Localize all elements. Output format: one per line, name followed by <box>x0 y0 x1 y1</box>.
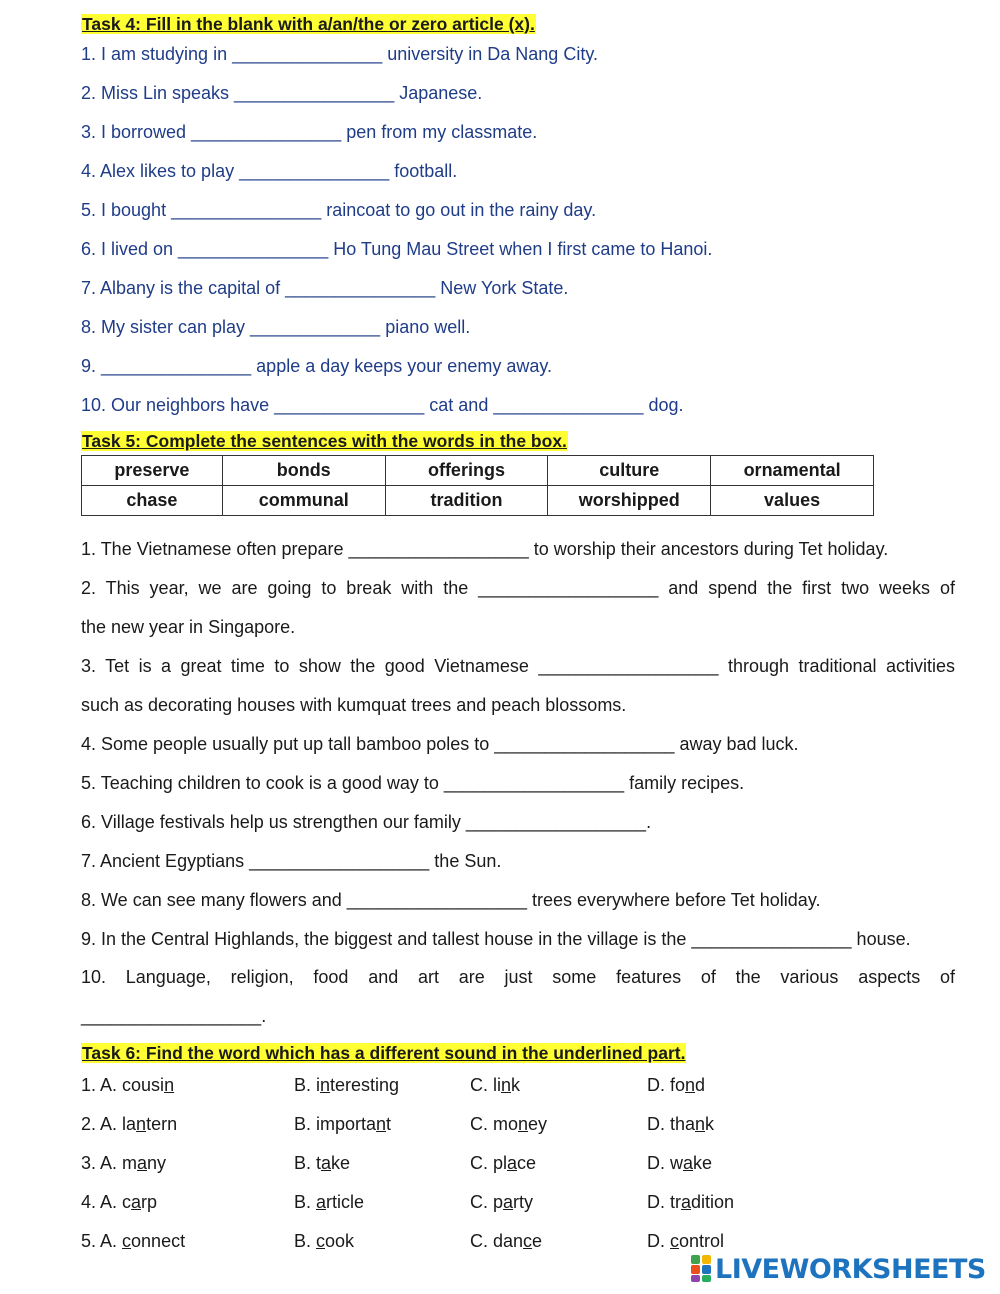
word-box-cell: tradition <box>385 486 548 516</box>
task4-item: 4. Alex likes to play _______________ football. <box>81 161 458 181</box>
task5-line: __________________. <box>81 1006 267 1026</box>
option-text-before: B. importa <box>294 1114 377 1134</box>
task5-line: 7. Ancient Egyptians __________________ the Sun. <box>81 851 502 871</box>
option-text-before: 3. A. m <box>81 1153 138 1173</box>
task4-heading: Task 4: Fill in the blank with a/an/the or zero article (x). <box>82 14 535 34</box>
task6-option <box>81 1113 177 1135</box>
word-box-row <box>82 456 874 486</box>
underlined-letter: n <box>376 1114 387 1134</box>
task5-line: 3. Tet is a great time to show the good Vietnamese __________________ through traditional activities <box>81 656 955 676</box>
underlined-letter: n <box>685 1075 696 1095</box>
option-text-after: dition <box>691 1192 735 1212</box>
task6-option <box>470 1191 533 1213</box>
underlined-letter: n <box>695 1114 706 1134</box>
option-text-before: D. fo <box>647 1075 686 1095</box>
task5-line: 9. In the Central Highlands, the biggest and tallest house in the village is the ________________ house. <box>81 929 911 949</box>
task5-line: 2. This year, we are going to break with the __________________ and spend the first two weeks of <box>81 578 955 598</box>
task5-line: 4. Some people usually put up tall bamboo poles to __________________ away bad luck. <box>81 734 799 754</box>
task6-option <box>470 1152 536 1174</box>
task5-line: such as decorating houses with kumquat trees and peach blossoms. <box>81 695 627 715</box>
option-text-before: B. <box>294 1192 317 1212</box>
task5-line: 6. Village festivals help us strengthen our family __________________. <box>81 812 652 832</box>
underlined-letter: a <box>131 1192 142 1212</box>
option-text-before: B. i <box>294 1075 321 1095</box>
underlined-letter: n <box>320 1075 331 1095</box>
word-box-row <box>82 486 874 516</box>
option-text-before: D. <box>647 1231 671 1251</box>
task4-item: 5. I bought _______________ raincoat to go out in the rainy day. <box>81 200 597 220</box>
task6-option <box>294 1230 354 1252</box>
task6-option <box>647 1230 724 1252</box>
underlined-letter: n <box>136 1114 147 1134</box>
underlined-letter: n <box>501 1075 512 1095</box>
option-text-after: d <box>695 1075 706 1095</box>
underlined-letter: a <box>316 1192 327 1212</box>
underlined-letter: a <box>681 1192 692 1212</box>
task5-line: 1. The Vietnamese often prepare __________________ to worship their ancestors during Tet holiday. <box>81 539 889 559</box>
option-text-before: C. dan <box>470 1231 524 1251</box>
word-box-cell: communal <box>222 486 385 516</box>
task6-option <box>294 1113 391 1135</box>
underlined-letter: a <box>137 1153 148 1173</box>
word-box-cell: culture <box>548 456 711 486</box>
option-text-before: C. pl <box>470 1153 508 1173</box>
option-text-before: 1. A. cousi <box>81 1075 165 1095</box>
task6-option <box>470 1113 547 1135</box>
task5-line: 10. Language, religion, food and art are just some features of the various aspects of <box>81 967 955 987</box>
task6-option <box>294 1074 399 1096</box>
task6-option <box>81 1191 157 1213</box>
word-box-cell: chase <box>82 486 223 516</box>
option-text-before: B. <box>294 1231 317 1251</box>
task5-line: 8. We can see many flowers and __________________ trees everywhere before Tet holiday. <box>81 890 821 910</box>
option-text-after: ontrol <box>679 1231 725 1251</box>
option-text-after: ook <box>325 1231 355 1251</box>
option-text-after: ey <box>528 1114 548 1134</box>
word-box-cell: preserve <box>82 456 223 486</box>
option-text-before: C. p <box>470 1192 504 1212</box>
option-text-before: C. mo <box>470 1114 519 1134</box>
task6-option <box>81 1074 174 1096</box>
option-text-after: rticle <box>326 1192 365 1212</box>
underlined-letter: c <box>122 1231 132 1251</box>
option-text-before: D. tr <box>647 1192 681 1212</box>
underlined-letter: c <box>670 1231 680 1251</box>
task4-item: 7. Albany is the capital of _______________ New York State. <box>81 278 569 298</box>
option-text-after: onnect <box>131 1231 186 1251</box>
option-text-before: 2. A. la <box>81 1114 137 1134</box>
option-text-before: 4. A. c <box>81 1192 132 1212</box>
underlined-letter: a <box>503 1192 514 1212</box>
option-text-after: tern <box>146 1114 178 1134</box>
task4-item: 1. I am studying in _______________ university in Da Nang City. <box>81 44 598 64</box>
word-box-cell: worshipped <box>548 486 711 516</box>
underlined-letter: n <box>518 1114 529 1134</box>
task4-item: 8. My sister can play _____________ piano well. <box>81 317 471 337</box>
logo-blocks-icon <box>691 1255 713 1283</box>
option-text-before: D. w <box>647 1153 683 1173</box>
option-text-before: 5. A. <box>81 1231 123 1251</box>
option-text-after: rp <box>141 1192 158 1212</box>
task5-heading: Task 5: Complete the sentences with the words in the box. <box>82 431 567 451</box>
word-box <box>81 455 874 516</box>
option-text-after: ke <box>331 1153 351 1173</box>
option-text-after: e <box>532 1231 543 1251</box>
task6-option <box>647 1074 705 1096</box>
task4-item: 6. I lived on _______________ Ho Tung Mau Street when I first came to Hanoi. <box>81 239 713 259</box>
task6-option <box>470 1074 520 1096</box>
task6-option <box>81 1152 166 1174</box>
task4-item: 10. Our neighbors have _______________ cat and _______________ dog. <box>81 395 684 415</box>
option-text-after: ke <box>693 1153 713 1173</box>
option-text-after: k <box>511 1075 521 1095</box>
word-box-cell: bonds <box>222 456 385 486</box>
option-text-before: D. tha <box>647 1114 696 1134</box>
option-text-after: teresting <box>330 1075 400 1095</box>
underlined-letter: n <box>164 1075 175 1095</box>
option-text-after: rty <box>513 1192 534 1212</box>
task4-item: 3. I borrowed _______________ pen from my classmate. <box>81 122 538 142</box>
task5-line: 5. Teaching children to cook is a good way to __________________ family recipes. <box>81 773 745 793</box>
word-box-cell: offerings <box>385 456 548 486</box>
task6-heading: Task 6: Find the word which has a different sound in the underlined part. <box>82 1043 686 1063</box>
option-text-after: ny <box>147 1153 167 1173</box>
underlined-letter: a <box>321 1153 332 1173</box>
task4-item: 9. _______________ apple a day keeps your enemy away. <box>81 356 553 376</box>
underlined-letter: c <box>523 1231 533 1251</box>
option-text-after: k <box>705 1114 715 1134</box>
task6-option <box>470 1230 542 1252</box>
task6-option <box>294 1191 364 1213</box>
option-text-after: ce <box>517 1153 537 1173</box>
underlined-letter: a <box>683 1153 694 1173</box>
underlined-letter: c <box>316 1231 326 1251</box>
task6-option <box>647 1113 714 1135</box>
word-box-cell: values <box>711 486 874 516</box>
logo-text: LIVEWORKSHEETS <box>715 1253 986 1285</box>
word-box-cell: ornamental <box>711 456 874 486</box>
task6-option <box>81 1230 185 1252</box>
task6-option <box>294 1152 350 1174</box>
task6-option <box>647 1191 734 1213</box>
underlined-letter: a <box>507 1153 518 1173</box>
task6-option <box>647 1152 712 1174</box>
task4-item: 2. Miss Lin speaks ________________ Japanese. <box>81 83 483 103</box>
option-text-before: C. li <box>470 1075 501 1095</box>
task5-line: the new year in Singapore. <box>81 617 296 637</box>
option-text-after: t <box>386 1114 392 1134</box>
option-text-before: B. t <box>294 1153 322 1173</box>
liveworksheets-logo <box>691 1252 986 1286</box>
